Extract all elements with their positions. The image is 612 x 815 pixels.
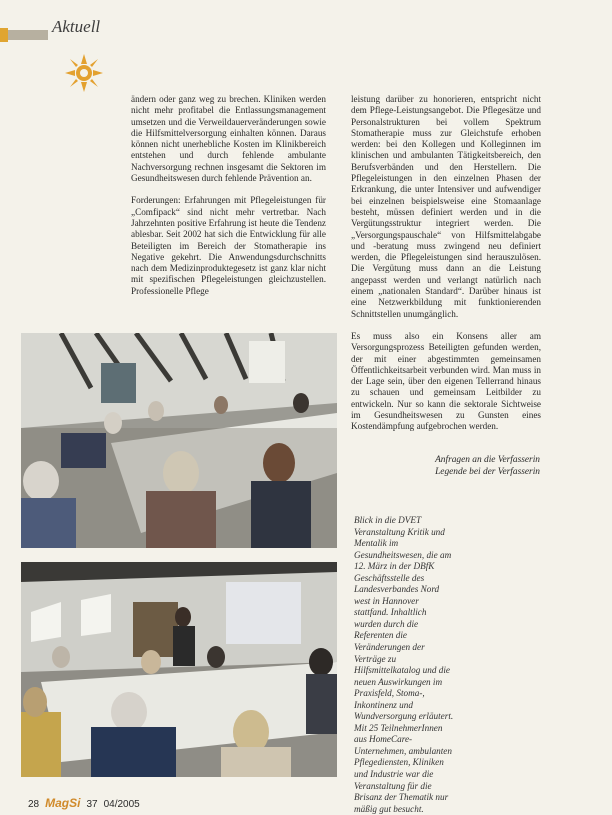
sun-icon (63, 52, 105, 94)
credit-line: Anfragen an die Verfasserin (435, 455, 540, 465)
article-paragraph: leistung darüber zu honorieren, entspricht nicht dem Pflege-Leistungsangebot. Die Pflegesätze und Personalstrukturen bei vollem Spektrum Stomatherapie muss zur Gleichstufe erhoben werden: bei den Kollegen und Kolleginnen im klinischen und ambulanten Tätigkeitsbereich, den Berufsverbänden und den Herstellern. Die Pflegeleistungen in den einzelnen Phasen der Erkrankung, die unter Intensiver und aufwendiger bei einzelnen beispielsweise eine Stomaanlage besteht, müssen definiert werden und in die Vergütungsstruktur integriert werden. Die „Versorgungspauschale“ von Hilfsmittelabgabe und -beratung muss zwingend neu definiert werden, die Pflegeleistungen sind herauszulösen. Die Vergütung muss dann an die Leistung angepasst werden und verlangt natürlich nach einem „nationalen Standard“. Darüber hinaus ist eine Netzwerkbildung mit funktionierenden Schnittstellen unumgänglich. (351, 94, 541, 319)
magazine-brand: MagSi (45, 796, 81, 810)
photo-credits (420, 454, 540, 478)
credit-line: Legende bei der Verfasserin (435, 467, 540, 477)
article-column-left (131, 94, 326, 308)
article-paragraph: Forderungen: Erfahrungen mit Pflegeleistungen für „Comfipack“ sind nicht mehr vertretbar. Nach Jahrzehnten positive Erfahrung ist heute die Tendenz ablesbar. Seit 2002 hat sich die Entwicklung für alle Beteiligten im Bereich der Stomatherapie ins Negative gekehrt. Die Anwendungsdurchschnitts nach dem Medizinproduktegesetz ist ganz klar nicht mit spezifischen Pflegeleistungen gleichzustellen. Professionelle Pflege (131, 195, 326, 296)
seminar-room-photo-1 (21, 333, 337, 548)
article-paragraph: ändern oder ganz weg zu brechen. Kliniken werden nicht mehr profitabel die Entlassungsmanagement umsetzen und die Verweildauerveränderungen sowie die Hilfsmittelversorgung einhalten können. Daraus können nicht unerhebliche Kosten im Klinikbereich entstehen und durch fehlende ambulante Nachversorgung rechnen insgesamt die Sektoren im Gesundheitswesen durch fehlende Prävention an. (131, 94, 326, 184)
page-footer (28, 796, 140, 810)
article-column-right (351, 94, 541, 444)
section-title: Aktuell (52, 17, 101, 36)
photo-caption: Blick in die DVET Veranstaltung Kritik und Mentalik im Gesundheitswesen, die am 12. März in der DBfK Geschäftsstelle des Landesverbandes Nord west in Hannover stattfand. Inhaltlich wurden durch die Referenten die Veränderungen der Verträge zu Hilfsmittelkatalog und die neuen Auswirkungen im Praxisfeld, Stoma-, Inkontinenz und Wundversorgung erläutert. Mit 25 TeilnehmerInnen aus HomeCare-Unternehmen, ambulanten Pflegediensten, Kliniken und Industrie war die Veranstaltung für die Brisanz der Thematik nur mäßig gut besucht. (354, 515, 454, 814)
section-accent-bar (0, 28, 8, 42)
seminar-room-photo-2 (21, 562, 337, 777)
section-accent-bar-grey (8, 30, 48, 40)
page-number: 28 (28, 799, 40, 810)
issue-number: 37 (86, 799, 98, 810)
article-paragraph: Es muss also ein Konsens aller am Versorgungsprozess Beteiligten gefunden werden, der mit einer abgestimmten gemeinsamen Öffentlichkeitsarbeit verbunden wird. Man muss in der Lage sein, über den eigenen Tellerrand hinaus zu schauen und gemeinsam Leitbilder zu entwickeln. Nur so kann die sektorale Sichtweise im Gesundheitswesen zu Gunsten eines Kostendämpfung aufgebrochen werden. (351, 330, 541, 432)
issue-date: 04/2005 (103, 799, 140, 810)
